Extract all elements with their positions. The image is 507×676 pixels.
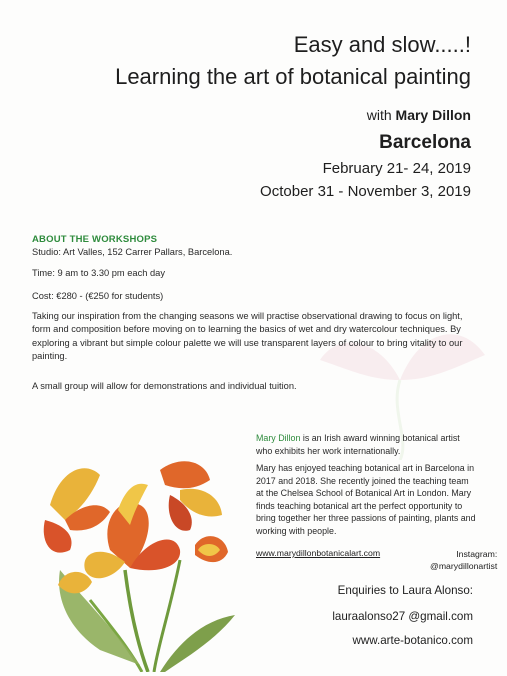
tulip-illustration: [30, 450, 242, 672]
title-line-1: Easy and slow.....!: [293, 32, 471, 57]
date-1: February 21- 24, 2019: [322, 160, 471, 177]
group-note: A small group will allow for demonstrations and individual tuition.: [32, 381, 297, 391]
bio-intro-text: is an Irish award winning botanical artist who exhibits her work internationally.: [256, 433, 460, 456]
studio-address: Studio: Art Valles, 152 Carrer Pallars, Barcelona.: [32, 247, 233, 257]
workshop-time: Time: 9 am to 3.30 pm each day: [32, 268, 165, 278]
website-link[interactable]: www.marydillonbotanicalart.com: [256, 548, 381, 558]
instructor-line: [367, 107, 471, 123]
bio-intro: [256, 432, 478, 457]
instagram-info: [430, 548, 497, 572]
instructor-name: Mary Dillon: [395, 107, 471, 123]
bio-paragraph: Mary has enjoyed teaching botanical art in Barcelona in 2017 and 2018. She recently joined the teaching team at the Chelsea School of Botanical Art in London. Mary finds teaching botanical art the perfect opportunity to bring together her three passions of painting, plants and working with people.: [256, 463, 476, 536]
workshop-cost: Cost: €280 - (€250 for students): [32, 291, 164, 301]
title-line-2: Learning the art of botanical painting: [115, 64, 471, 89]
instagram-label: Instagram:: [456, 549, 498, 559]
workshop-description: Taking our inspiration from the changing seasons we will practise observational drawing to focus on light, form and composition before moving on to learning the basics of wet and dry watercolour techniques. By exploring a vibrant but simple colour palette we will use transparent layers of colour to bring vitality to our painting.: [32, 311, 463, 362]
enquiries-line: Enquiries to Laura Alonso:: [337, 584, 473, 597]
about-heading: ABOUT THE WORKSHOPS: [32, 234, 158, 245]
city: Barcelona: [379, 132, 471, 153]
with-prefix: with: [366, 107, 392, 123]
contact-web[interactable]: www.arte-botanico.com: [352, 634, 473, 647]
bio-name: Mary Dillon: [256, 433, 301, 443]
contact-email[interactable]: lauraalonso27 @gmail.com: [332, 610, 473, 623]
instagram-handle[interactable]: @marydillonartist: [430, 561, 498, 571]
date-2: October 31 - November 3, 2019: [260, 183, 471, 200]
